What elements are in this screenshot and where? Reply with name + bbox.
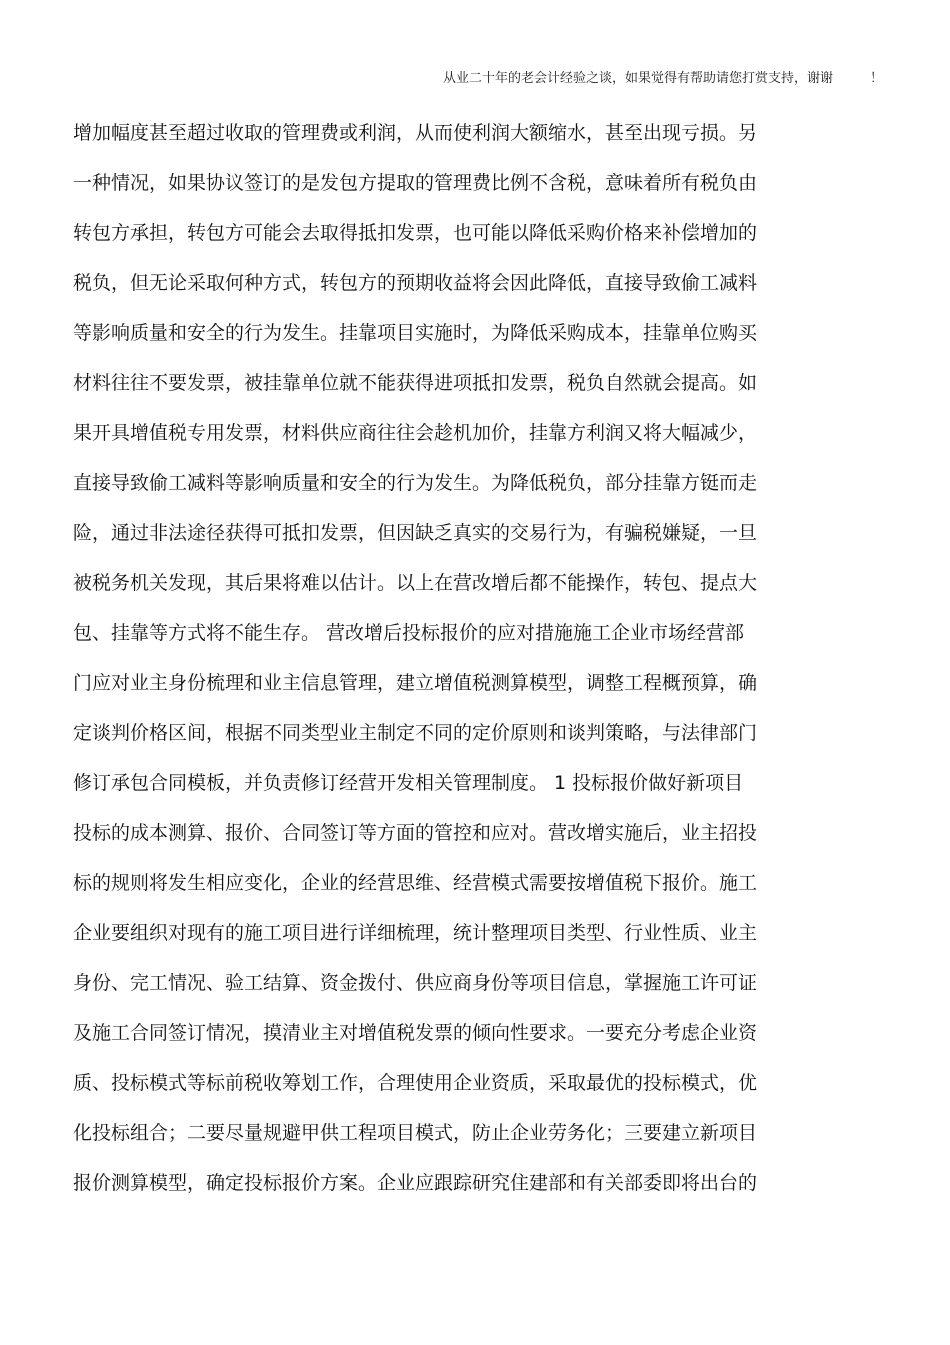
text-line: 门应对业主身份梳理和业主信息管理，建立增值税测算模型，调整工程概预算，确 bbox=[73, 672, 758, 694]
text-line: 果开具增值税专用发票，材料供应商往往会趁机加价，挂靠方利润又将大幅减少， bbox=[73, 422, 758, 444]
text-line: 企业要组织对现有的施工项目进行详细梳理，统计整理项目类型、行业性质、业主 bbox=[73, 922, 758, 944]
text-line: 转包方承担，转包方可能会去取得抵扣发票，也可能以降低采购价格来补偿增加的 bbox=[73, 222, 758, 244]
text-line: 被税务机关发现，其后果将难以估计。以上在营改增后都不能操作，转包、提点大 bbox=[73, 572, 758, 594]
text-line: 包、挂靠等方式将不能生存。 营改增后投标报价的应对措施施工企业市场经营部 bbox=[73, 622, 745, 644]
header-text: 从业二十年的老会计经验之谈，如果觉得有帮助请您打赏支持，谢谢 bbox=[443, 71, 834, 86]
text-line: 直接导致偷工减料等影响质量和安全的行为发生。为降低税负，部分挂靠方铤而走 bbox=[73, 472, 758, 494]
text-line: 及施工合同签订情况，摸清业主对增值税发票的倾向性要求。一要充分考虑企业资 bbox=[73, 1022, 758, 1044]
text-line: 一种情况，如果协议签订的是发包方提取的管理费比例不含税，意味着所有税负由 bbox=[73, 172, 758, 194]
text-line: 材料往往不要发票，被挂靠单位就不能获得进项抵扣发票，税负自然就会提高。如 bbox=[73, 372, 758, 394]
text-line: 修订承包合同模板，并负责修订经营开发相关管理制度。 1 投标报价做好新项目 bbox=[73, 772, 744, 794]
text-line: 定谈判价格区间，根据不同类型业主制定不同的定价原则和谈判策略，与法律部门 bbox=[73, 722, 758, 744]
header-exclamation: ！ bbox=[870, 71, 884, 86]
text-line: 质、投标模式等标前税收筹划工作，合理使用企业资质，采取最优的投标模式，优 bbox=[73, 1072, 758, 1094]
text-line: 报价测算模型，确定投标报价方案。企业应跟踪研究住建部和有关部委即将出台的 bbox=[73, 1172, 758, 1194]
text-line: 税负，但无论采取何种方式，转包方的预期收益将会因此降低，直接导致偷工减料 bbox=[73, 272, 758, 294]
text-line: 标的规则将发生相应变化，企业的经营思维、经营模式需要按增值税下报价。施工 bbox=[73, 872, 758, 894]
text-line: 投标的成本测算、报价、合同签订等方面的管控和应对。营改增实施后，业主招投 bbox=[73, 822, 758, 844]
page-header bbox=[0, 70, 950, 90]
text-line: 增加幅度甚至超过收取的管理费或利润，从而使利润大额缩水，甚至出现亏损。另 bbox=[73, 122, 758, 144]
text-line: 等影响质量和安全的行为发生。挂靠项目实施时，为降低采购成本，挂靠单位购买 bbox=[73, 322, 758, 344]
text-line: 化投标组合；二要尽量规避甲供工程项目模式，防止企业劳务化；三要建立新项目 bbox=[73, 1122, 758, 1144]
text-line: 险，通过非法途径获得可抵扣发票，但因缺乏真实的交易行为，有骗税嫌疑，一旦 bbox=[73, 522, 758, 544]
text-line: 身份、完工情况、验工结算、资金拨付、供应商身份等项目信息，掌握施工许可证 bbox=[73, 972, 758, 994]
